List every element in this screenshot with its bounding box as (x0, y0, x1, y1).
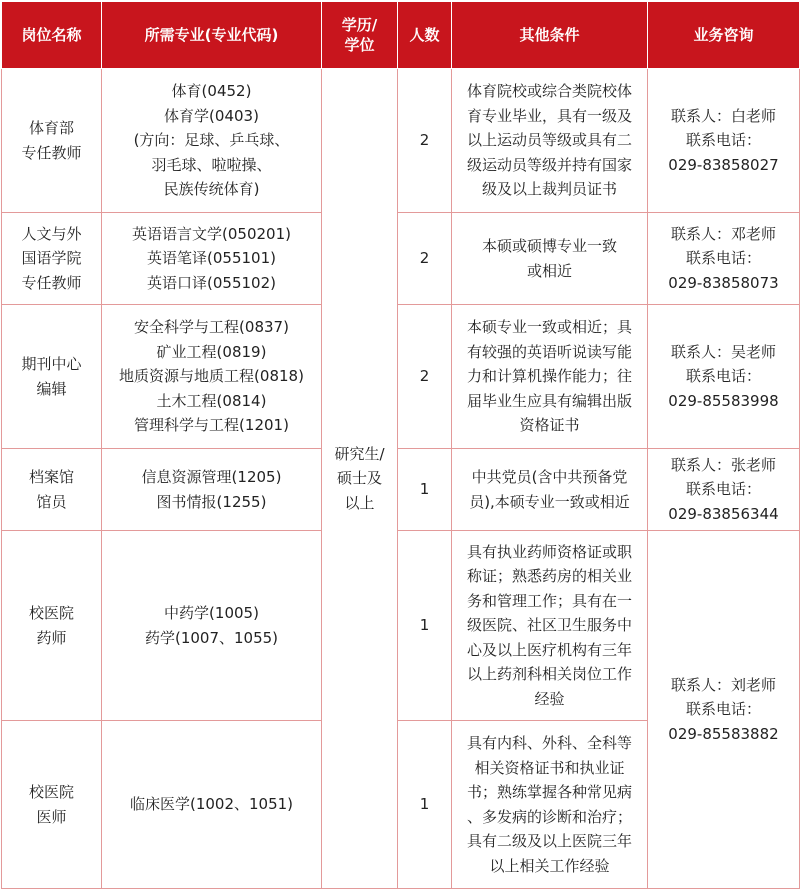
conditions-cell: 中共党员(含中共预备党 员),本硕专业一致或相近 (452, 449, 648, 531)
count-cell: 2 (398, 69, 452, 213)
table-row (2, 449, 800, 531)
position-cell: 人文与外 国语学院 专任教师 (2, 213, 102, 305)
contact-cell: 联系人：邓老师 联系电话： 029-83858073 (648, 213, 800, 305)
majors-cell: 英语语言文学(050201) 英语笔译(055101) 英语口译(055102) (102, 213, 322, 305)
header-conditions: 其他条件 (452, 2, 648, 69)
majors-cell: 安全科学与工程(0837) 矿业工程(0819) 地质资源与地质工程(0818) 土木工程(0814) 管理科学与工程(1201) (102, 305, 322, 449)
header-count: 人数 (398, 2, 452, 69)
majors-cell: 体育(0452) 体育学(0403) (方向：足球、乒乓球、 羽毛球、啦啦操、 民族传统体育) (102, 69, 322, 213)
conditions-cell: 具有内科、外科、全科等 相关资格证书和执业证 书；熟练掌握各种常见病 、多发病的诊断和治疗； 具有二级及以上医院三年 以上相关工作经验 (452, 721, 648, 889)
table-row (2, 305, 800, 449)
contact-cell: 联系人：白老师 联系电话： 029-83858027 (648, 69, 800, 213)
conditions-cell: 体育院校或综合类院校体 育专业毕业，具有一级及 以上运动员等级或具有二 级运动员等级并持有国家 级及以上裁判员证书 (452, 69, 648, 213)
table-row (2, 531, 800, 721)
contact-cell-shared: 联系人：刘老师 联系电话： 029-85583882 (648, 531, 800, 889)
count-cell: 1 (398, 531, 452, 721)
majors-cell: 中药学(1005) 药学(1007、1055) (102, 531, 322, 721)
position-cell: 校医院 药师 (2, 531, 102, 721)
conditions-cell: 本硕或硕博专业一致 或相近 (452, 213, 648, 305)
position-cell: 校医院 医师 (2, 721, 102, 889)
recruitment-table (1, 1, 800, 889)
position-cell: 体育部 专任教师 (2, 69, 102, 213)
degree-cell: 研究生/ 硕士及 以上 (322, 69, 398, 889)
contact-cell: 联系人：吴老师 联系电话： 029-85583998 (648, 305, 800, 449)
majors-cell: 临床医学(1002、1051) (102, 721, 322, 889)
table-row (2, 213, 800, 305)
count-cell: 1 (398, 721, 452, 889)
table-header (2, 2, 800, 69)
header-contact: 业务咨询 (648, 2, 800, 69)
conditions-cell: 具有执业药师资格证或职 称证；熟悉药房的相关业 务和管理工作；具有在一 级医院、社区卫生服务中 心及以上医疗机构有三年 以上药剂科相关岗位工作 经验 (452, 531, 648, 721)
header-major: 所需专业(专业代码) (102, 2, 322, 69)
count-cell: 1 (398, 449, 452, 531)
count-cell: 2 (398, 213, 452, 305)
majors-cell: 信息资源管理(1205) 图书情报(1255) (102, 449, 322, 531)
header-degree: 学历/ 学位 (322, 2, 398, 69)
header-position: 岗位名称 (2, 2, 102, 69)
table-row (2, 69, 800, 213)
position-cell: 档案馆 馆员 (2, 449, 102, 531)
position-cell: 期刊中心 编辑 (2, 305, 102, 449)
conditions-cell: 本硕专业一致或相近；具 有较强的英语听说读写能 力和计算机操作能力；往 届毕业生应具有编辑出版 资格证书 (452, 305, 648, 449)
contact-cell: 联系人：张老师 联系电话： 029-83856344 (648, 449, 800, 531)
count-cell: 2 (398, 305, 452, 449)
